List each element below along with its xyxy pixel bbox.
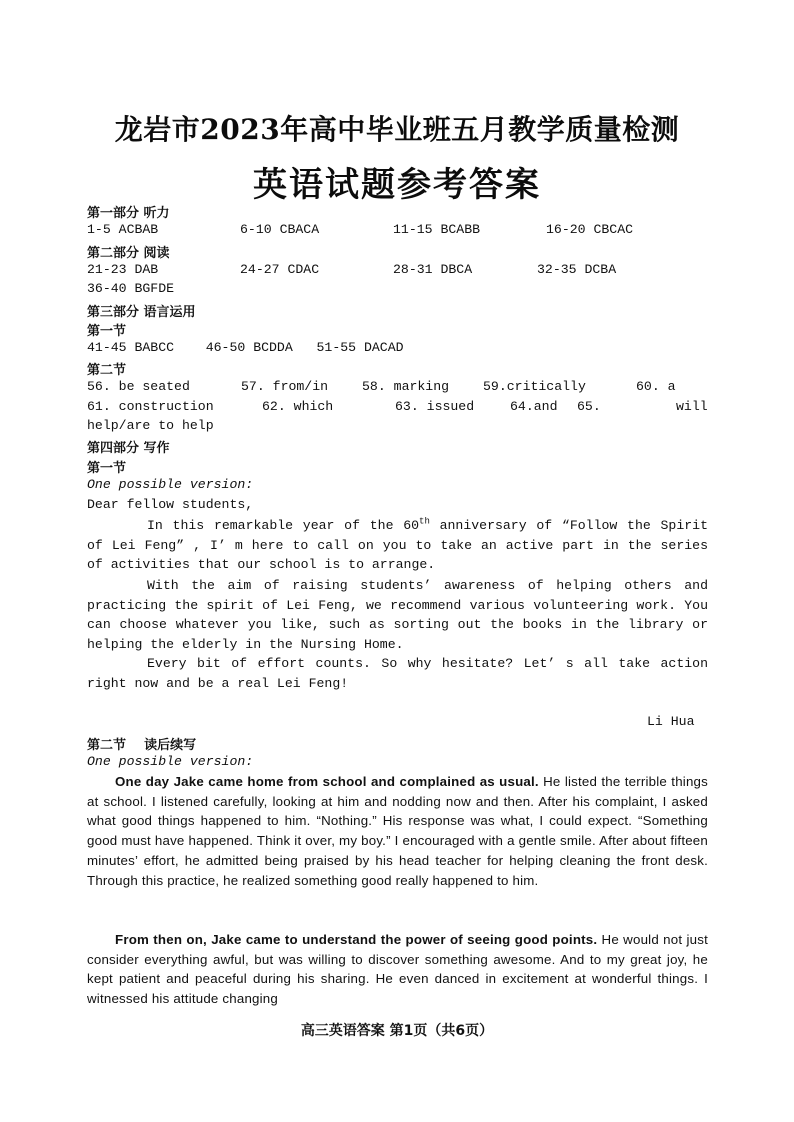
fill-answer: 64.and	[510, 399, 558, 414]
answer-group: 11-15 BCABB	[393, 222, 481, 237]
part2-heading: 第二部分 阅读	[87, 246, 170, 261]
superscript: th	[419, 516, 430, 527]
fill-in-answers-row2	[87, 399, 708, 417]
part3-section2-heading: 第二节	[87, 363, 127, 378]
part3-section1-heading: 第一节	[87, 324, 127, 339]
version-label-2: One possible version:	[87, 754, 254, 769]
part1-answers	[87, 222, 727, 240]
part4-heading: 第四部分 写作	[87, 441, 170, 456]
letter-salutation: Dear fellow students,	[87, 497, 254, 512]
answer-group: 24-27 CDAC	[240, 262, 320, 277]
part1-heading: 第一部分 听力	[87, 206, 170, 221]
answer-group: 32-35 DCBA	[537, 262, 617, 277]
paragraph-lead-sentence: From then on, Jake came to understand the power of seeing good points.	[115, 932, 598, 947]
fill-answer: 57. from/in	[241, 379, 329, 394]
part4-section2-heading: 第二节 读后续写	[87, 738, 197, 753]
letter-p1-text-rest: anniversary of “Follow the Spirit of Lei Feng” , I’ m here to call on you to take an active part in the series of activities that our school is to arrange.	[87, 518, 708, 573]
paragraph-body: He listed the terrible things at school. I listened carefully, looking at him and nodding now and then. After his complaint, I asked what good things happened to him. “Nothing.” His response was what, I could expect. “Something good must have happened. Think it over, my boy.” I encouraged with a gentle smile. After about fifteen minutes’ effort, he admitted being praised by his head teacher for helping cleaning the front desk. Through this practice, he realized something good really happened to him.	[87, 774, 708, 888]
answer-group: 36-40 BGFDE	[87, 281, 175, 296]
fill-answer: will	[676, 399, 708, 414]
letter-p1-text: In this remarkable year of the 60	[147, 518, 420, 533]
fill-answer: 59.critically	[483, 379, 586, 394]
answer-group: 21-23 DAB	[87, 262, 159, 277]
letter-paragraph-3: Every bit of effort counts. So why hesitate? Let’ s all take action right now and be a real Lei Feng!	[87, 656, 708, 691]
fill-answer: 60. a	[636, 379, 676, 394]
fill-answer: 56. be seated	[87, 379, 190, 394]
letter-paragraph-1	[87, 516, 708, 575]
letter-paragraph-2: With the aim of raising students’ awareness of helping others and practicing the spirit of Lei Feng, we recommend various volunteering work. You can choose whatever you like, such as sorting out the books in the library or helping the elderly in the Nursing Home.	[87, 578, 708, 653]
part3-section1-answers: 41-45 BABCC 46-50 BCDDA 51-55 DACAD	[87, 340, 404, 355]
part3-heading: 第三部分 语言运用	[87, 305, 196, 320]
part2-answers	[87, 262, 727, 280]
document-title-line2: 英语试题参考答案	[253, 165, 541, 205]
fill-answer: 63. issued	[395, 399, 475, 414]
page-footer: 高三英语答案 第1页（共6页）	[300, 1023, 494, 1039]
paragraph-lead-sentence: One day Jake came home from school and complained as usual.	[115, 774, 539, 789]
continuation-paragraph-1	[87, 772, 708, 890]
letter-signature: Li Hua	[647, 714, 695, 729]
paragraph-body: He would not just consider everything awful, but was willing to discover something awesome. And to my great joy, he kept patient and peaceful during his sharing. He even danced in excitement at wonderful things. I witnessed his attitude changing	[87, 932, 708, 1007]
answer-group: 6-10 CBACA	[240, 222, 320, 237]
answer-group: 28-31 DBCA	[393, 262, 473, 277]
fill-answer: 62. which	[262, 399, 334, 414]
fill-answer: 61. construction	[87, 399, 214, 414]
answer-group: 16-20 CBCAC	[546, 222, 634, 237]
version-label: One possible version:	[87, 477, 254, 492]
fill-answer: 65.	[577, 399, 601, 414]
document-title-line1: 龙岩市2023年高中毕业班五月教学质量检测	[114, 113, 680, 146]
fill-answer: 58. marking	[362, 379, 450, 394]
answer-group: 1-5 ACBAB	[87, 222, 159, 237]
part4-section1-heading: 第一节	[87, 461, 127, 476]
fill-in-answers-row1	[87, 379, 708, 397]
fill-answer-continued: help/are to help	[87, 418, 214, 433]
continuation-paragraph-2	[87, 930, 708, 1009]
